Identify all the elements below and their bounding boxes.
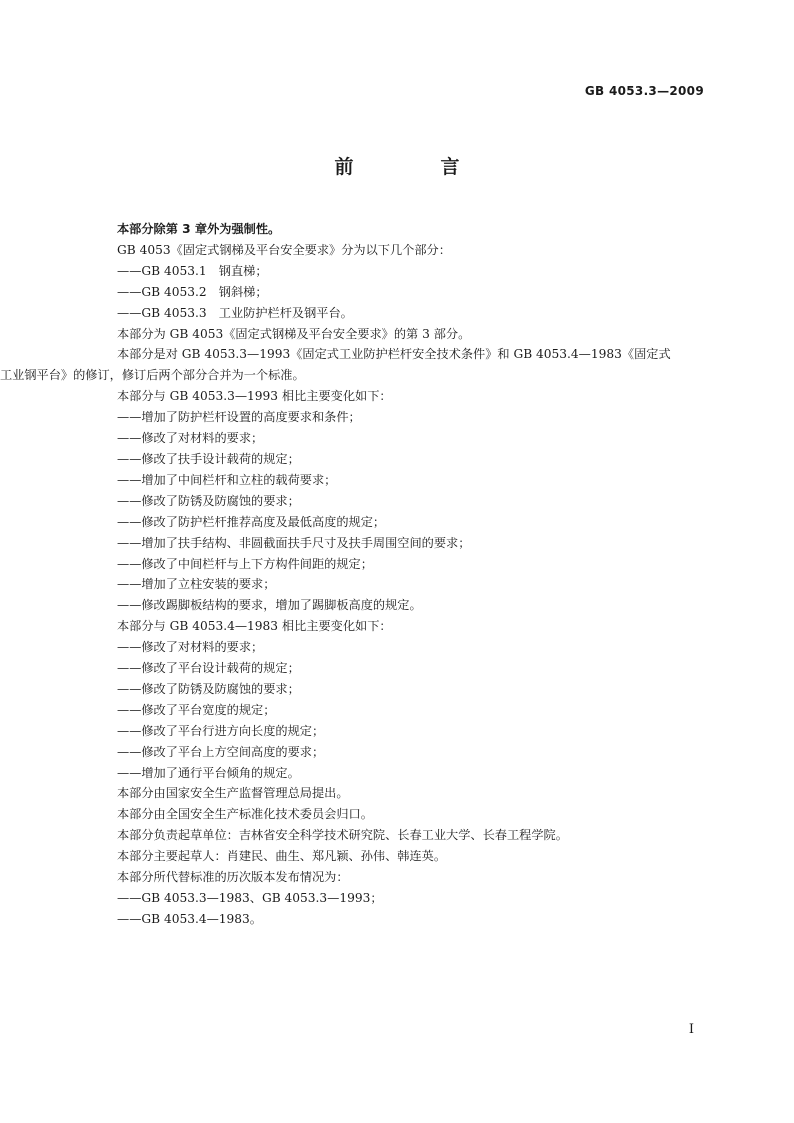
- list-item: ——修改了平台上方空间高度的要求；: [117, 744, 325, 759]
- list-item: ——GB 4053.3 工业防护栏杆及钢平台。: [117, 305, 353, 320]
- list-item: ——修改了对材料的要求；: [117, 640, 264, 655]
- paragraph: 本部分负责起草单位：吉林省安全科学技术研究院、长春工业大学、长春工程学院。: [117, 828, 568, 843]
- paragraph-continuation: 工业钢平台》的修订，修订后两个部分合并为一个标准。: [0, 368, 305, 383]
- list-item: ——修改了平台设计载荷的规定；: [117, 661, 300, 676]
- paragraph: 本部分主要起草人：肖建民、曲生、郑凡颖、孙伟、韩连英。: [117, 849, 447, 864]
- list-item: ——修改了对材料的要求；: [117, 431, 264, 446]
- paragraph: 本部分所代替标准的历次版本发布情况为：: [117, 870, 349, 885]
- standard-code: GB 4053.3—2009: [584, 84, 704, 98]
- paragraph: 本部分为 GB 4053《固定式钢梯及平台安全要求》的第 3 部分。: [117, 326, 471, 341]
- mandatory-statement: 本部分除第 3 章外为强制性。: [117, 222, 281, 236]
- paragraph: 本部分是对 GB 4053.3—1993《固定式工业防护栏杆安全技术条件》和 GB 4053.4—1983《固定式: [117, 347, 671, 362]
- list-item: ——增加了中间栏杆和立柱的载荷要求；: [117, 472, 337, 487]
- list-item: ——修改踢脚板结构的要求，增加了踢脚板高度的规定。: [117, 598, 422, 613]
- list-item: ——修改了防护栏杆推荐高度及最低高度的规定；: [117, 514, 386, 529]
- foreword-body: [0, 219, 707, 930]
- list-item: ——修改了防锈及防腐蚀的要求；: [117, 681, 300, 696]
- list-item: ——增加了防护栏杆设置的高度要求和条件；: [117, 410, 361, 425]
- list-item: ——GB 4053.4—1983。: [117, 911, 262, 926]
- list-item: ——修改了防锈及防腐蚀的要求；: [117, 493, 300, 508]
- paragraph: GB 4053《固定式钢梯及平台安全要求》分为以下几个部分：: [117, 242, 451, 257]
- list-item: ——修改了平台宽度的规定；: [117, 702, 276, 717]
- list-item: ——GB 4053.1 钢直梯；: [117, 263, 268, 278]
- list-item: ——修改了平台行进方向长度的规定；: [117, 723, 325, 738]
- list-item: ——GB 4053.2 钢斜梯；: [117, 284, 268, 299]
- list-item: ——修改了中间栏杆与上下方构件间距的规定；: [117, 556, 373, 571]
- page-number: I: [688, 1022, 694, 1037]
- list-item: ——增加了通行平台倾角的规定。: [117, 765, 300, 780]
- paragraph: 本部分与 GB 4053.4—1983 相比主要变化如下：: [117, 619, 392, 634]
- list-item: ——增加了扶手结构、非圆截面扶手尺寸及扶手周围空间的要求；: [117, 535, 471, 550]
- list-item: ——增加了立柱安装的要求；: [117, 577, 276, 592]
- paragraph: 本部分由全国安全生产标准化技术委员会归口。: [117, 807, 373, 822]
- paragraph: 本部分与 GB 4053.3—1993 相比主要变化如下：: [117, 389, 392, 404]
- page-title: 前 言: [334, 156, 494, 178]
- list-item: ——GB 4053.3—1983、GB 4053.3—1993；: [117, 891, 383, 905]
- list-item: ——修改了扶手设计载荷的规定；: [117, 451, 300, 466]
- paragraph: 本部分由国家安全生产监督管理总局提出。: [117, 786, 349, 801]
